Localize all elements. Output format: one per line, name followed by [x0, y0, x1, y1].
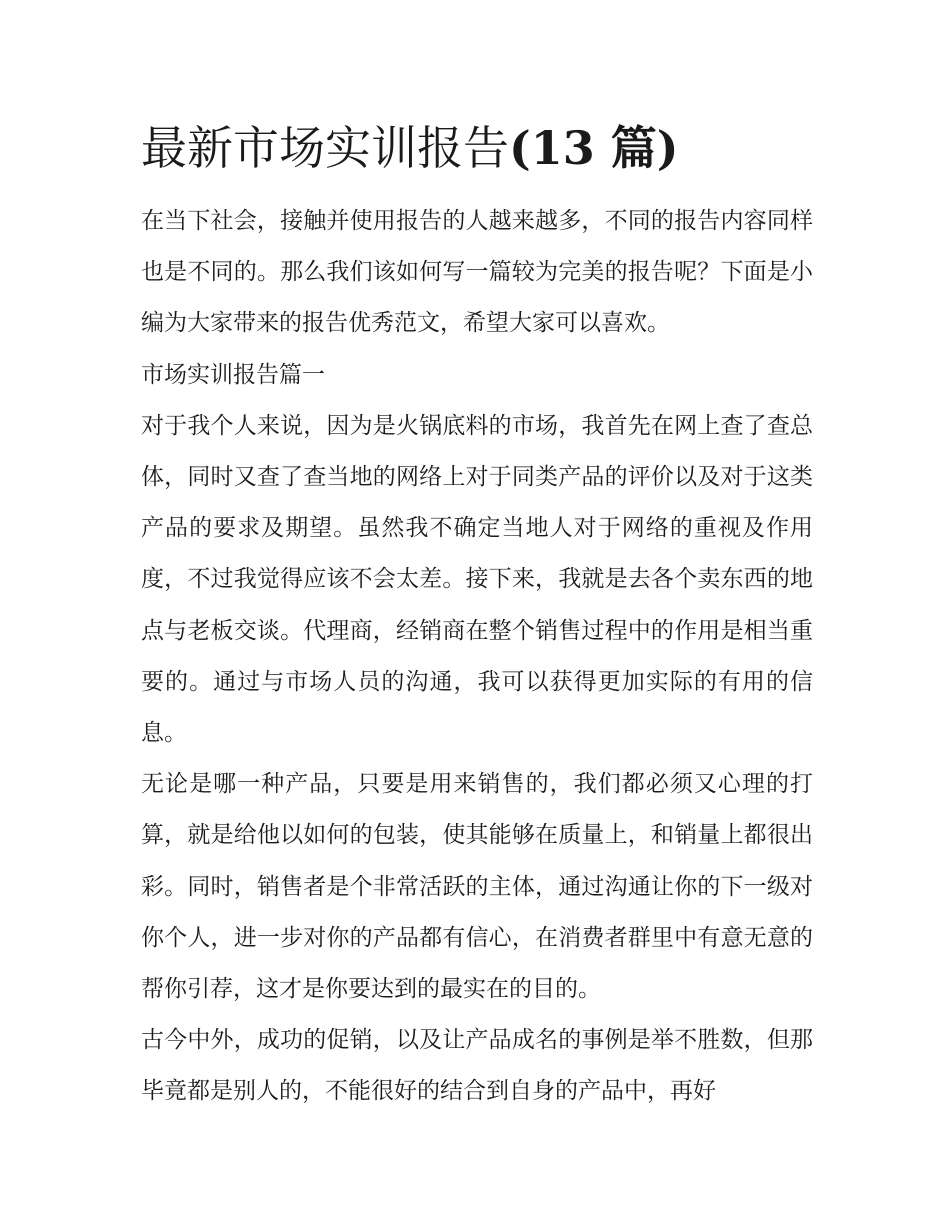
- document-page: [141, 118, 813, 1118]
- document-title-main: 最新市场实训报告: [141, 121, 509, 175]
- document-body: [141, 196, 813, 1118]
- intro-paragraph: 在当下社会，接触并使用报告的人越来越多，不同的报告内容同样也是不同的。那么我们该如何写一篇较为完美的报告呢？下面是小编为大家带来的报告优秀范文，希望大家可以喜欢。: [141, 208, 813, 337]
- body-paragraph-1: 对于我个人来说，因为是火锅底料的市场，我首先在网上查了查总体，同时又查了查当地的网络上对于同类产品的评价以及对于这类产品的要求及期望。虽然我不确定当地人对于网络的重视及作用度，不过我觉得应该不会太差。接下来，我就是去各个卖东西的地点与老板交谈。代理商，经销商在整个销售过程中的作用是相当重要的。通过与市场人员的沟通，我可以获得更加实际的有用的信息。: [141, 412, 813, 747]
- body-paragraph-3: 古今中外，成功的促销，以及让产品成名的事例是举不胜数，但那毕竟都是别人的，不能很好的结合到自身的产品中，再好: [141, 1027, 813, 1105]
- body-paragraph-2: 无论是哪一种产品，只要是用来销售的，我们都必须又心理的打算，就是给他以如何的包装，使其能够在质量上，和销量上都很出彩。同时，销售者是个非常活跃的主体，通过沟通让你的下一级对你个人，进一步对你的产品都有信心，在消费者群里中有意无意的帮你引荐，这才是你要达到的最实在的目的。: [141, 771, 813, 1003]
- section-heading: 市场实训报告篇一: [141, 361, 325, 388]
- document-title-suffix: (13 篇): [509, 121, 679, 175]
- document-title: [141, 118, 813, 178]
